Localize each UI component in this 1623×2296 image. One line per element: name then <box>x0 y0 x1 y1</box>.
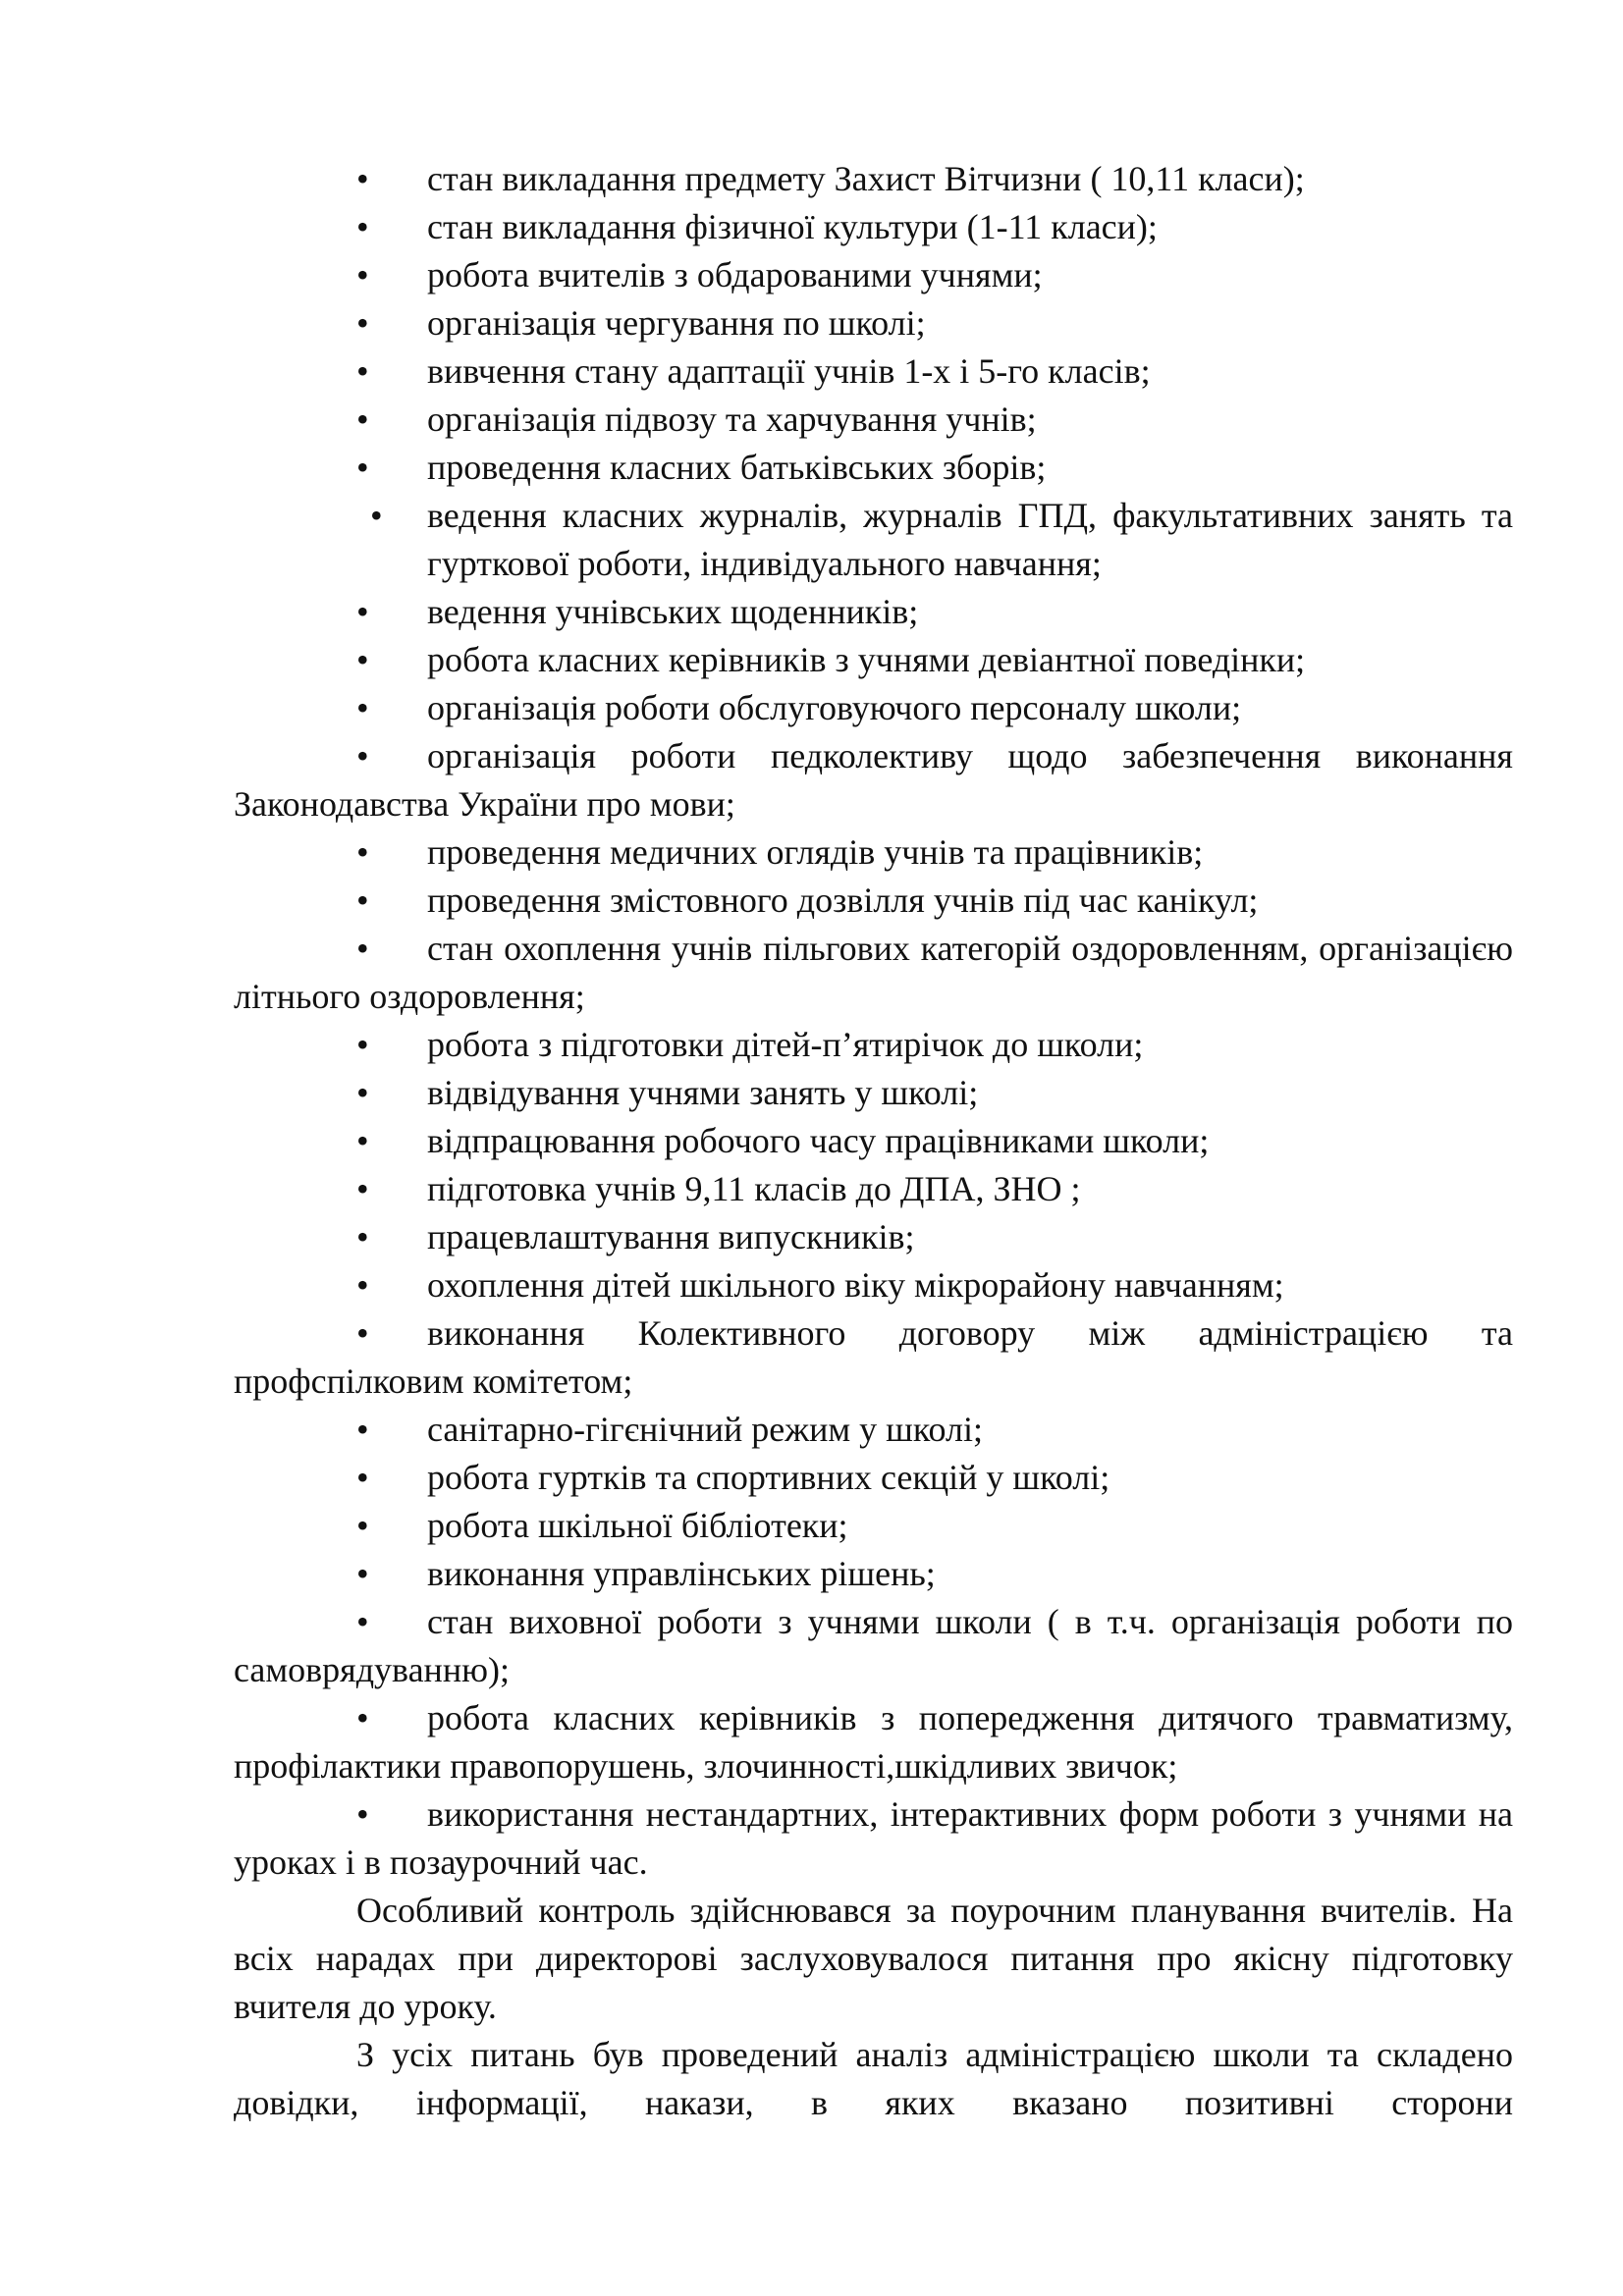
list-item-text: робота класних керівників з попередження дитячого травматизму, профілактики правопорушень, злочинності,шкідливих звичок; <box>234 1698 1513 1786</box>
list-item <box>234 588 1513 636</box>
bullet-icon: • <box>356 640 369 679</box>
list-item <box>234 1021 1513 1069</box>
list-item <box>234 155 1513 203</box>
bullet-icon: • <box>356 303 369 343</box>
bullet-icon: • <box>356 1506 369 1545</box>
bullet-icon: • <box>356 1458 369 1497</box>
bullet-icon: • <box>356 736 369 775</box>
list-item-text: підготовка учнів 9,11 класів до ДПА, ЗНО ; <box>427 1169 1081 1208</box>
list-item <box>234 492 1513 588</box>
list-item-text: виконання Колективного договору між адміністрацією та профспілковим комітетом; <box>234 1313 1513 1401</box>
bullet-icon: • <box>356 1265 369 1305</box>
bullet-icon: • <box>356 1217 369 1256</box>
list-item <box>234 1502 1513 1550</box>
list-item-text: виконання управлінських рішень; <box>427 1554 936 1593</box>
list-item-text: проведення класних батьківських зборів; <box>427 448 1047 487</box>
list-item-text: проведення змістовного дозвілля учнів під час канікул; <box>427 881 1259 920</box>
list-item-text: проведення медичних оглядів учнів та працівників; <box>427 832 1204 872</box>
list-item <box>234 1454 1513 1502</box>
list-item-text: організація підвозу та харчування учнів; <box>427 400 1037 439</box>
bullet-icon: • <box>370 496 383 535</box>
bullet-icon: • <box>356 1313 369 1353</box>
list-item-text: санітарно-гігєнічний режим у школі; <box>427 1410 983 1449</box>
bullet-icon: • <box>356 159 369 198</box>
list-item-text: охоплення дітей шкільного віку мікрорайону навчанням; <box>427 1265 1284 1305</box>
list-item <box>234 1165 1513 1213</box>
bullet-icon: • <box>356 207 369 246</box>
paragraph: З усіх питань був проведений аналіз адміністрацією школи та складено довідки, інформації, накази, в яких вказано позитивні сторони <box>234 2035 1513 2122</box>
list-item <box>234 299 1513 347</box>
bullet-icon: • <box>356 592 369 631</box>
list-item-text: відпрацювання робочого часу працівниками школи; <box>427 1121 1210 1160</box>
list-item <box>234 636 1513 684</box>
list-item <box>234 1694 1513 1790</box>
list-item-text: стан викладання фізичної культури (1-11 класи); <box>427 207 1158 246</box>
list-item-text: робота вчителів з обдарованими учнями; <box>427 255 1043 294</box>
bullet-icon: • <box>356 255 369 294</box>
bullet-icon: • <box>356 688 369 727</box>
bullet-icon: • <box>356 1121 369 1160</box>
bullet-icon: • <box>356 1794 369 1834</box>
bullet-icon: • <box>356 1698 369 1737</box>
list-item <box>234 1069 1513 1117</box>
list-item <box>234 444 1513 492</box>
list-item-text: робота гуртків та спортивних секцій у школі; <box>427 1458 1110 1497</box>
list-item <box>234 1598 1513 1694</box>
bullet-icon: • <box>356 1602 369 1641</box>
list-item <box>234 1213 1513 1261</box>
list-item-text: використання нестандартних, інтерактивних форм роботи з учнями на уроках і в позаурочний час. <box>234 1794 1513 1882</box>
list-item <box>234 347 1513 396</box>
list-item <box>234 732 1513 828</box>
list-item <box>234 396 1513 444</box>
list-item <box>234 1550 1513 1598</box>
list-item-text: робота класних керівників з учнями девіантної поведінки; <box>427 640 1306 679</box>
list-item-text: робота з підготовки дітей-п’ятирічок до школи; <box>427 1025 1144 1064</box>
list-item-text: стан виховної роботи з учнями школи ( в т.ч. організація роботи по самоврядуванню); <box>234 1602 1513 1689</box>
list-item-text: організація роботи педколективу щодо забезпечення виконання Законодавства України про мови; <box>234 736 1513 824</box>
list-item <box>234 925 1513 1021</box>
list-item-text: робота шкільної бібліотеки; <box>427 1506 848 1545</box>
bullet-icon: • <box>356 400 369 439</box>
bullet-icon: • <box>356 1025 369 1064</box>
list-item-text: організація чергування по школі; <box>427 303 926 343</box>
bullet-icon: • <box>356 1073 369 1112</box>
list-item-text: ведення учнівських щоденників; <box>427 592 919 631</box>
list-item-text: працевлаштування випускників; <box>427 1217 915 1256</box>
list-item <box>234 1261 1513 1309</box>
list-item <box>234 1790 1513 1887</box>
paragraph: Особливий контроль здійснювався за поурочним планування вчителів. На всіх нарадах при директорові заслуховувалося питання про якісну підготовку вчителя до уроку. <box>234 1891 1513 2026</box>
bullet-icon: • <box>356 448 369 487</box>
list-item-text: стан охоплення учнів пільгових категорій оздоровленням, організацією літнього оздоровлення; <box>234 929 1513 1016</box>
bullet-icon: • <box>356 351 369 391</box>
list-item-text: організація роботи обслуговуючого персоналу школи; <box>427 688 1242 727</box>
document-body <box>234 155 1513 2127</box>
list-item <box>234 1309 1513 1406</box>
list-item-text: відвідування учнями занять у школі; <box>427 1073 979 1112</box>
bullet-icon: • <box>356 832 369 872</box>
list-item <box>234 828 1513 877</box>
bullet-icon: • <box>356 1410 369 1449</box>
list-item-text: стан викладання предмету Захист Вітчизни ( 10,11 класи); <box>427 159 1305 198</box>
list-item <box>234 684 1513 732</box>
list-item <box>234 877 1513 925</box>
list-item-text: вивчення стану адаптації учнів 1-х і 5-го класів; <box>427 351 1151 391</box>
bullet-icon: • <box>356 1554 369 1593</box>
list-item <box>234 1117 1513 1165</box>
list-item <box>234 251 1513 299</box>
bullet-icon: • <box>356 1169 369 1208</box>
list-item <box>234 203 1513 251</box>
bullet-icon: • <box>356 881 369 920</box>
list-item <box>234 1406 1513 1454</box>
list-item-text: ведення класних журналів, журналів ГПД, факультативних занять та гурткової роботи, індивідуального навчання; <box>427 496 1513 583</box>
bullet-icon: • <box>356 929 369 968</box>
